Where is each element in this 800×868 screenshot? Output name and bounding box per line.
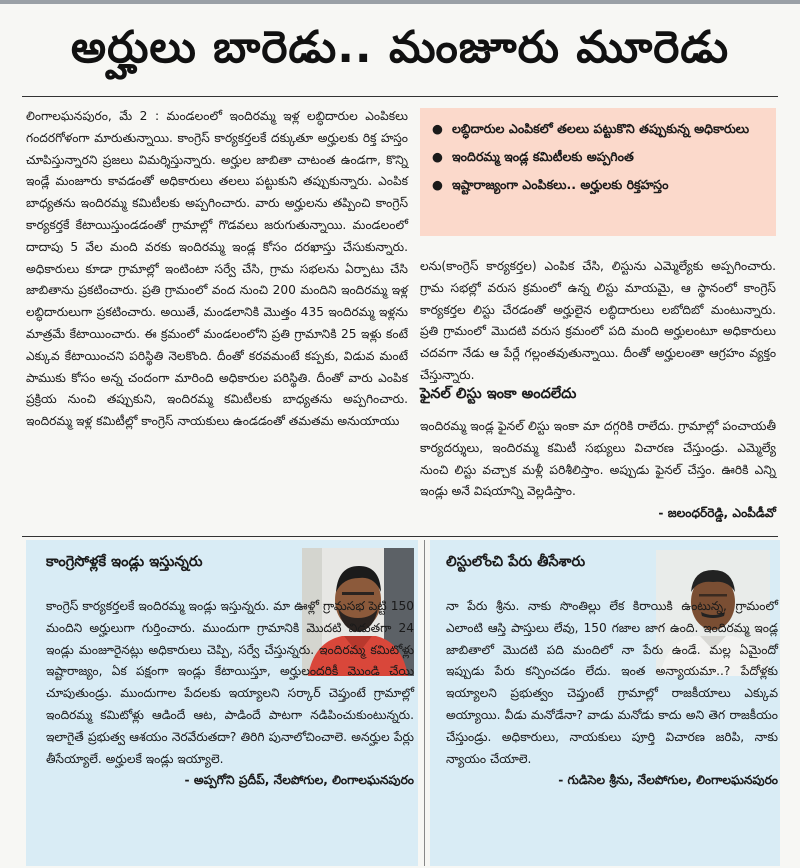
story-left-column [26,106,408,433]
story-right-text: లను(కాంగ్రెస్ కార్యకర్తల) ఎంపిక చేసి, లిస్టును ఎమ్మెల్యేకు అప్పగించారు. గ్రామ సభల్లో వరుస క్రమంలో ఉన్న లిస్టు మాయమై, ఆ స్థానంలో కాంగ్రెస్ కార్యకర్తల లిస్టు చేరడంతో అర్హులైన లబ్ధిదారులు లబోదిబో మంటున్నారు. ప్రతి గ్రామంలో మొదటి వరుస క్రమంలో పది మంది అర్హులంటూ అధికారులు చదవగా నేడు ఆ పేర్లే గల్లంతవుతున్నాయి. దీంతో అర్హులంతా ఆగ్రహం వ్యక్తం చేస్తున్నారు. [420,259,776,382]
box-right-text [446,596,778,792]
box-left-attribution: - అప్పగోని ప్రదీప్, నేలపోగుల, లింగాలఘనపురం [184,773,414,788]
box-right-attribution: - గుడిసెల శ్రీను, నేలపోగుల, లింగాలఘనపురం [558,773,778,788]
section-rule [22,536,778,537]
official-attribution: - జలంధర్‌రెడ్డి, ఎంపీడీవో [658,506,776,521]
box-left-text [46,596,414,792]
top-strip [0,0,800,4]
bullet-icon: ● [432,149,443,164]
bullet-icon: ● [432,177,443,192]
highlight-item: ● ఇష్టారాజ్యంగా ఎంపికలు.. అర్హులకు రిక్తహస్తం [432,174,766,196]
highlights-box [420,108,776,236]
quote-box-left [26,540,418,866]
highlight-item: ● లబ్ధిదారుల ఎంపికలో తలలు పట్టుకొని తప్పుకున్న అధికారులు [432,118,766,140]
story-left-text: లింగాలఘనపురం, మే 2 : మండలంలో ఇందిరమ్మ ఇళ్ల లబ్ధిదారుల ఎంపికలు గందరగోళంగా మారుతున్నాయి. కాంగ్రెస్ కార్యకర్తలకే దక్కుతూ అర్హులకు రిక్త హస్తం చూపిస్తున్నారని ప్రజలు విమర్శిస్తున్నారు. అర్హుల జాబితా చాటంత ఉండగా, కొన్ని ఇండ్లే మంజూరు కావడంతో అధికారులు తలలు పట్టుకుని తప్పుకున్నారు. ఎంపిక బాధ్యతను ఇందిరమ్మ కమిటీలకు అప్పగించారు. వారు అర్హులను తప్పించి కాంగ్రెస్ కార్యకర్తకే కేటాయిస్తుండడంతో గ్రామాల్లో గొడవలు జరుగుతున్నాయి. మండలంలో దాదాపు 5 వేల మంది వరకు ఇందిరమ్మ ఇండ్ల కోసం దరఖాస్తు చేసుకున్నారు. అధికారులు కూడా గ్రామాల్లో ఇంటింటా సర్వే చేసి, గ్రామ సభలను ఏర్పాటు చేసి జాబితాను ప్రకటించారు. ప్రతి గ్రామంలో వంద నుంచి 200 మందిని ఇందిరమ్మ ఇళ్ల లబ్ధిదారులుగా ప్రకటించారు. అయితే, మండలానికి మొత్తం 435 ఇందిరమ్మ ఇళ్లను మాత్రమే కేటాయించారు. ఈ క్రమంలో మండలంలోని ప్రతి గ్రామానికి 25 ఇళ్లు కంటే ఎక్కువ కేటాయించని పరిస్థితి నెలకొంది. దీంతో కరవమంటే కప్పకు, విడువ మంటే పాముకు కోసం అన్న చందంగా మారింది అధికారుల పరిస్థితి. దీంతో వారు ఎంపిక ప్రక్రియ నుంచి తప్పుకుని, ఇందిరమ్మ కమిటీలకు బాధ్యతను అప్పగించారు. ఇందిరమ్మ ఇళ్ల కమిటీల్లో కాంగ్రెస్ నాయకులు ఉండడంతో తమతమ అనుయాయు [26,109,408,429]
box-left-quote: కాంగ్రెస్ కార్యకర్తలకే ఇందిరమ్మ ఇండ్లు ఇస్తున్నరు. మా ఊళ్లో గ్రామసభ పెట్టి 150 మందిని అర్హులుగా గుర్తించారు. ముందుగా గ్రామానికి మొదటి విడుతగా 24 ఇండ్లు మంజూరైనట్లు అధికారులు చెప్పి, సర్వే చేస్తున్నరు. ఇందిరమ్మ కమిటోళ్లు ఇష్టారాజ్యం, ఏక పక్షంగా ఇండ్లు కేటాయిస్తూ, అర్హులందరికీ మొండి చేయి చూపుతుండ్రు. ముందుగాల పేదలకు ఇయ్యాలని సర్కార్ చెప్తుంటే గ్రామాల్లో ఇందిరమ్మ కమిటోళ్లు ఆడిందే ఆట, పాడిందే పాటగా నడిపించుకుంటున్నరు. ఇలాగైతే ప్రభుత్వ ఆశయం నెరవేరుతదా? తిరిగి పునాలోచించాలె. అనర్హుల పేర్లు తీసేయ్యాలే. అర్హులకే ఇండ్లు ఇయ్యాలె. [46,599,414,766]
headline-rule [22,96,778,97]
headline: అర్హులు బారెడు.. మంజూరు మూరెడు [70,22,730,73]
highlight-item: ● ఇందిరమ్మ ఇండ్ల కమిటీలకు అప్పగింత [432,146,766,168]
official-quote-text: ఇందిరమ్మ ఇండ్ల ఫైనల్ లిస్టు ఇంకా మా దగ్గరికి రాలేదు. గ్రామాల్లో పంచాయతీ కార్యదర్శులు, ఇందిరమ్మ కమిటీ సభ్యులు విచారణ చేస్తుండ్రు. ఎమ్మెల్యే నుంచి లిస్టు వచ్చాక మళ్లీ పరిశీలిస్తాం. అప్పుడు ఫైనల్ చేస్తం. ఊరికి ఎన్ని ఇండ్లు అనే విషయాన్ని వెల్లడిస్తాం. [420,419,776,499]
box-right-title: లిస్టులోంచి పేరు తీసేశారు [446,554,586,570]
box-right-quote: నా పేరు శ్రీను. నాకు సొంతిల్లు లేక కిరాయికి ఉంటున్న, గ్రామంలో ఎలాంటి ఆస్తి పాస్తులు లేవు, 150 గజాల జాగ ఉంది. ఇందిరమ్మ ఇండ్ల జాబితాలో మొదటి పది మందిలో నా పేరు ఉండే. మల్ల ఏమైందో ఇప్పుడు పేరు కన్పించడం లేదు. ఇంత అన్యాయమా..? పేదోళ్లకు ఇయ్యాలని ప్రభుత్వం చెప్తుంటే గ్రామాల్లో రాజకీయాలు ఎక్కువ అయ్యాయి. వీడు మనోడేనా? వాడు మనోడు కాదు అని తెగ రాజకీయం చేస్తుండ్రు. అధికారులు, నాయకులు పూర్తి విచారణ జరిపి, నాకు న్యాయం చేయాలె. [446,599,778,766]
bullet-icon: ● [432,121,443,136]
official-quote [420,416,776,525]
box-separator [424,540,425,866]
story-right-column [420,256,776,387]
box-left-title: కాంగ్రెసోళ్లకే ఇండ్లు ఇస్తున్నరు [46,554,203,570]
official-subhead: ఫైనల్ లిస్టు ఇంకా అందలేదు [420,386,577,402]
